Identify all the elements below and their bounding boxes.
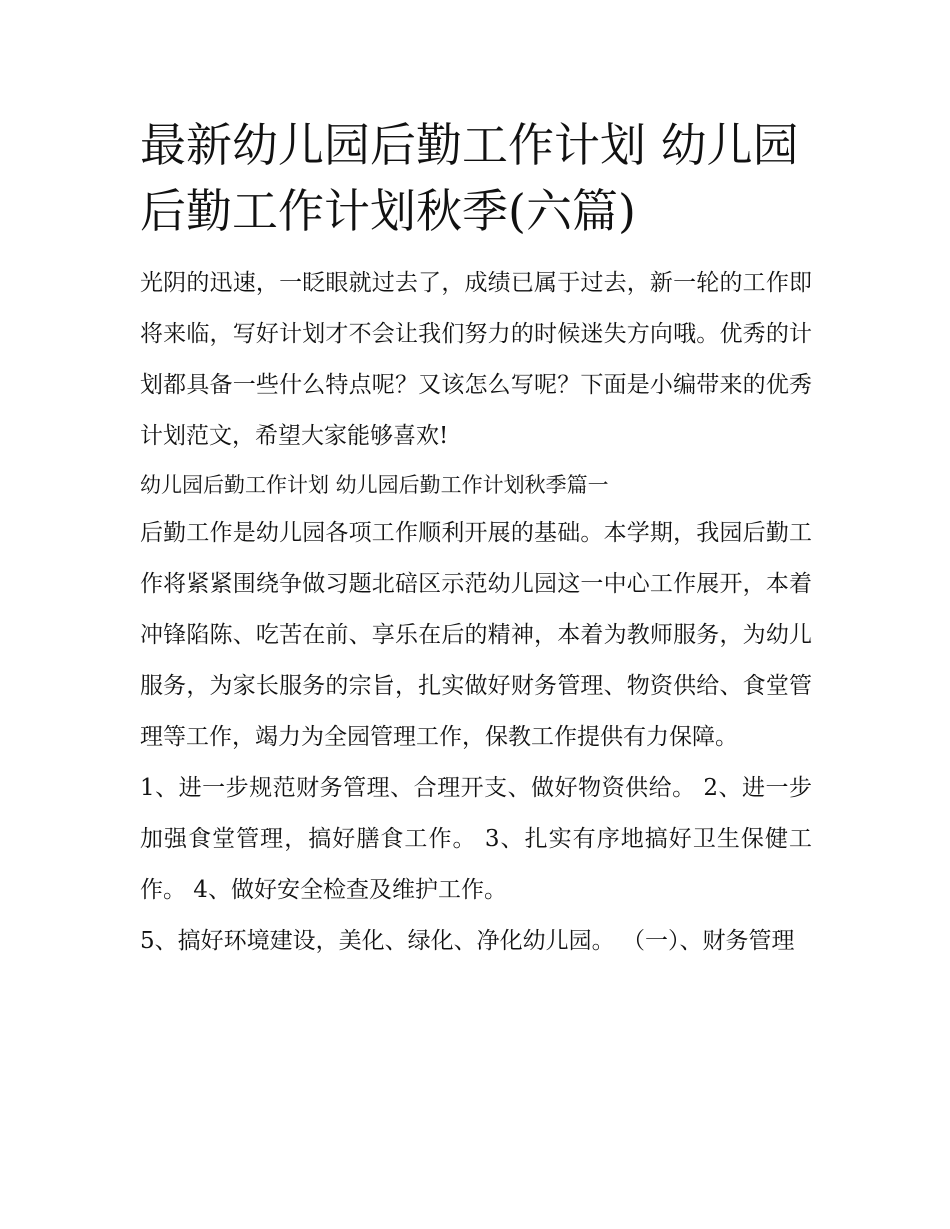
section-heading: 幼儿园后勤工作计划 幼儿园后勤工作计划秋季篇一 — [140, 473, 609, 497]
document-title: 最新幼儿园后勤工作计划 幼儿园后勤工作计划秋季(六篇) — [140, 118, 799, 238]
goals-paragraph: 1、进一步规范财务管理、合理开支、做好物资供给。 2、进一步加强食堂管理，搞好膳食工作。 3、扎实有序地搞好卫生保健工作。 4、做好安全检查及维护工作。 — [140, 775, 812, 903]
intro-paragraph: 光阴的迅速，一眨眼就过去了，成绩已属于过去，新一轮的工作即将来临，写好计划才不会让我们努力的时候迷失方向哦。优秀的计划都具备一些什么特点呢？又该怎么写呢？下面是小编带来的优秀计划范文，希望大家能够喜欢! — [140, 270, 812, 449]
body-paragraph: 后勤工作是幼儿园各项工作顺利开展的基础。本学期，我园后勤工作将紧紧围绕争做习题北碚区示范幼儿园这一中心工作展开，本着冲锋陷陈、吃苦在前、享乐在后的精神，本着为教师服务，为幼儿服务，为家长服务的宗旨，扎实做好财务管理、物资供给、食堂管理等工作，竭力为全园管理工作，保教工作提供有力保障。 — [140, 520, 812, 750]
goal-5-paragraph: 5、搞好环境建设，美化、绿化、净化幼儿园。 （一）、财务管理 — [140, 928, 795, 954]
document-page — [140, 112, 812, 967]
